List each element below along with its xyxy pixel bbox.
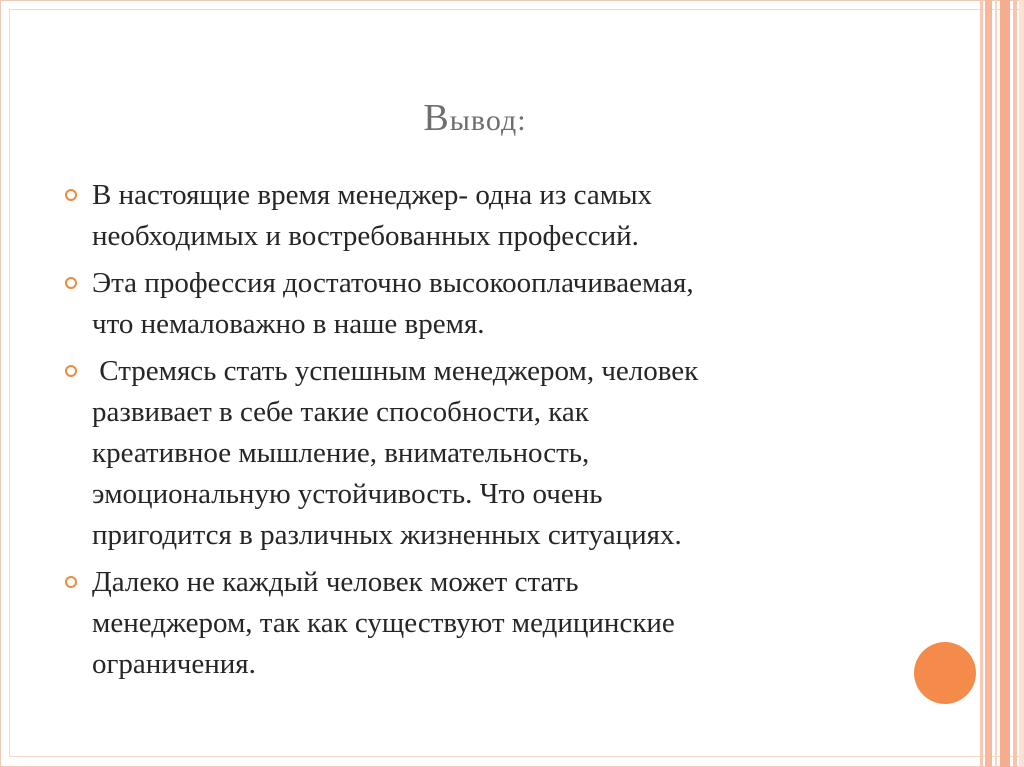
decorative-stripe	[1000, 0, 1010, 767]
bullet-text: Далеко не каждый человек может стать менеджером, так как существуют медицинские ограничения.	[92, 566, 675, 680]
bullet-item	[62, 263, 932, 345]
slide-title-rest: ывод:	[449, 104, 527, 137]
bullet-item	[62, 351, 932, 556]
bullet-circle-icon	[65, 189, 77, 201]
decorative-stripe	[980, 0, 983, 767]
bullet-list	[62, 175, 932, 691]
decorative-stripe	[1019, 0, 1024, 767]
bullet-item	[62, 562, 932, 685]
bullet-circle-icon	[65, 277, 77, 289]
bullet-circle-icon	[65, 576, 77, 588]
bullet-text: В настоящие время менеджер- одна из самых необходимых и востребованных профессий.	[92, 179, 653, 252]
bullet-text: Стремясь стать успешным менеджером, человек развивает в себе такие способности, как креативное мышление, внимательность, эмоциональную устойчивость. Что очень пригодится в различных жизненных ситуациях.	[92, 355, 699, 551]
bullet-item	[62, 175, 932, 257]
decorative-stripe	[995, 0, 997, 767]
slide-title	[0, 88, 950, 151]
slide-title-initial: В	[423, 97, 450, 139]
decorative-stripe	[985, 0, 992, 767]
bullet-circle-icon	[65, 365, 77, 377]
decorative-stripe	[1013, 0, 1017, 767]
bullet-text: Эта профессия достаточно высокооплачиваемая, что немаловажно в наше время.	[92, 267, 694, 340]
